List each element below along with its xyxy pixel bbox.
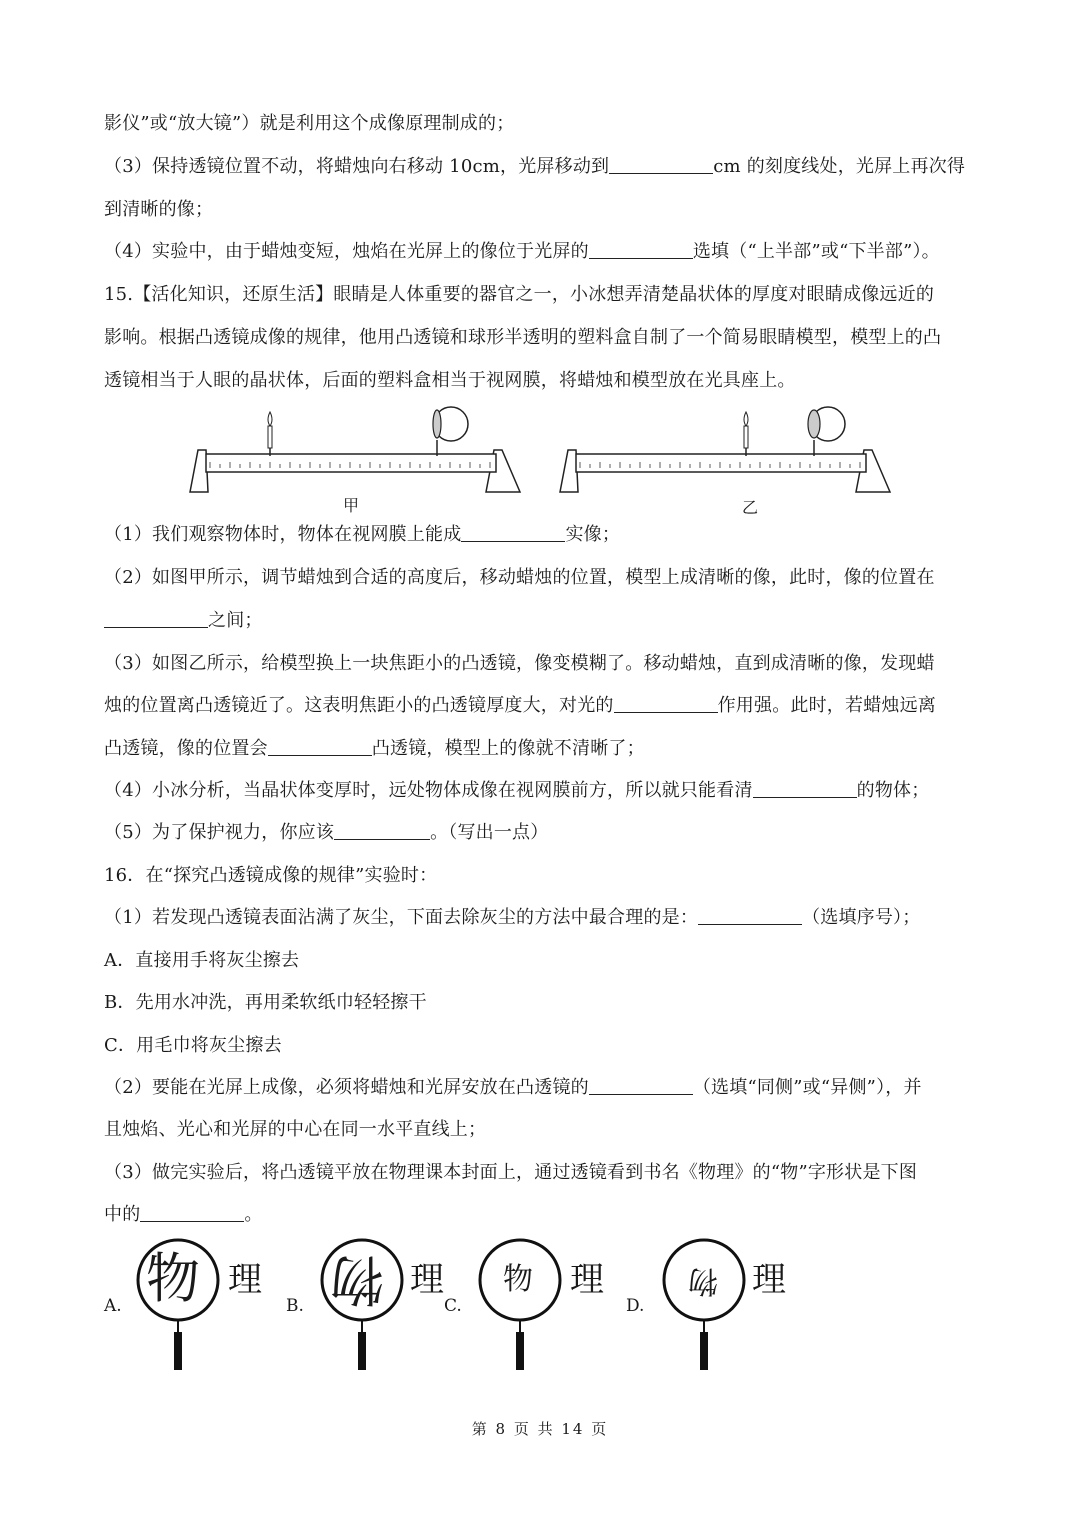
outside-char-c: 理 [570,1260,604,1300]
outside-char-b: 理 [410,1260,444,1300]
question-14-3 [104,155,965,179]
question-15-2 [104,566,935,590]
eye-model-icon [433,407,468,456]
figure-caption-jia: 甲 [342,496,359,515]
option-label-c: C. [444,1296,462,1316]
question-15-3-cont2 [104,737,645,761]
answer-blank[interactable] [753,779,857,798]
question-16-3 [104,1161,917,1185]
answer-blank[interactable] [461,523,565,542]
answer-blank[interactable] [104,609,208,628]
question-16-stem [104,864,437,888]
lens-char-c: 物 [503,1262,533,1297]
question-15-stem-3 [104,369,796,393]
text: 选填（“上半部”或“下半部”）。 [692,241,940,262]
answer-blank[interactable] [614,694,718,713]
answer-blank[interactable] [140,1203,244,1222]
text: 影响。根据凸透镜成像的规律，他用凸透镜和球形半透明的塑料盒自制了一个简易眼睛模型，模型上的凸 [104,327,942,348]
text: 凸透镜，像的位置会 [104,738,268,759]
text: （5）为了保护视力，你应该 [104,822,335,843]
text: 作用强。此时，若蜡烛远离 [717,695,937,716]
outside-char-d: 理 [752,1260,786,1300]
question-15-1 [104,523,620,547]
text-line-3 [104,198,213,222]
text: （2）如图甲所示，调节蜡烛到合适的高度后，移动蜡烛的位置，模型上成清晰的像，此时，像的位置在 [104,567,935,588]
text: cm 的刻度线处，光屏上再次得 [713,156,966,177]
answer-blank[interactable] [589,1076,693,1095]
text: （1）若发现凸透镜表面沾满了灰尘，下面去除灰尘的方法中最合理的是： [104,907,699,928]
question-15-3-cont [104,694,936,718]
text: 的物体； [856,780,930,801]
option-label-a: A. [104,1296,122,1316]
text: 凸透镜，模型上的像就不清晰了； [371,738,645,759]
answer-blank[interactable] [609,155,713,174]
question-15-4 [104,779,929,803]
answer-blank[interactable] [698,906,802,925]
lens-char-b-inverted: 物 [330,1248,384,1311]
question-16-2-cont [104,1118,486,1142]
text: （3）保持透镜位置不动，将蜡烛向右移动 10cm，光屏移动到 [104,156,610,177]
option-label-b: B. [286,1296,304,1316]
bench-jia [190,407,520,492]
question-15-stem-2 [104,326,941,350]
text: （1）我们观察物体时，物体在视网膜上能成 [104,524,462,545]
question-15-stem-1 [104,283,934,307]
text-line-1 [104,112,514,136]
question-14-4 [104,240,940,264]
text: 中的 [104,1204,141,1225]
magnifier-icon [476,1238,566,1374]
question-16-2 [104,1076,922,1100]
text: 影仪”或“放大镜”）就是利用这个成像原理制成的； [104,113,515,134]
text: （4）小冰分析，当晶状体变厚时，远处物体成像在视网膜前方，所以就只能看清 [104,780,753,801]
candle-icon [268,412,272,456]
optical-bench-figure [186,400,896,518]
choice-a [104,949,299,973]
text: （2）要能在光屏上成像，必须将蜡烛和光屏安放在凸透镜的 [104,1077,589,1098]
text: 。（写出一点） [430,822,549,843]
question-15-2-cont [104,609,263,633]
outside-char-a: 理 [228,1260,262,1300]
magnifier-icon [660,1238,750,1374]
bench-yi [560,407,890,492]
text: 15.【活化知识，还原生活】眼睛是人体重要的器官之一，小冰想弄清楚晶状体的厚度对眼睛成像远近的 [104,284,935,305]
text: 。 [244,1204,263,1225]
lens-char-a: 物 [146,1247,200,1310]
text: A．直接用手将灰尘擦去 [104,950,300,971]
answer-blank[interactable] [268,737,372,756]
text: 且烛焰、光心和光屏的中心在同一水平直线上； [104,1119,487,1140]
figure-caption-yi: 乙 [741,498,758,517]
text: C．用毛巾将灰尘擦去 [104,1035,282,1056]
question-15-5 [104,821,548,845]
page-footer: 第 8 页 共 14 页 [471,1420,609,1438]
text: 透镜相当于人眼的晶状体，后面的塑料盒相当于视网膜，将蜡烛和模型放在光具座上。 [104,370,796,391]
question-15-3 [104,652,935,676]
text: （选填“同侧”或“异侧”），并 [692,1077,922,1098]
text: （选填序号）； [802,907,921,928]
answer-blank[interactable] [334,821,430,840]
text: 实像； [565,524,621,545]
answer-blank[interactable] [589,240,693,259]
text: 16．在“探究凸透镜成像的规律”实验时： [104,865,438,886]
text: （3）如图乙所示，给模型换上一块焦距小的凸透镜，像变模糊了。移动蜡烛，直到成清晰的像，发现蜡 [104,653,935,674]
text: （3）做完实验后，将凸透镜平放在物理课本封面上，通过透镜看到书名《物理》的“物”字形状是下图 [104,1162,918,1183]
choice-b [104,991,427,1015]
text: 烛的位置离凸透镜近了。这表明焦距小的凸透镜厚度大，对光的 [104,695,614,716]
question-16-3-cont [104,1203,263,1227]
choice-c [104,1034,282,1058]
lens-char-d-inverted: 物 [688,1263,718,1298]
text: 之间； [208,610,263,631]
candle-icon [744,412,748,456]
text: 到清晰的像； [104,199,214,220]
question-16-1 [104,906,920,930]
option-label-d: D. [626,1296,645,1316]
text: B．先用水冲洗，再用柔软纸巾轻轻擦干 [104,992,427,1013]
eye-model-icon [808,407,845,456]
text: （4）实验中，由于蜡烛变短，烛焰在光屏上的像位于光屏的 [104,241,589,262]
